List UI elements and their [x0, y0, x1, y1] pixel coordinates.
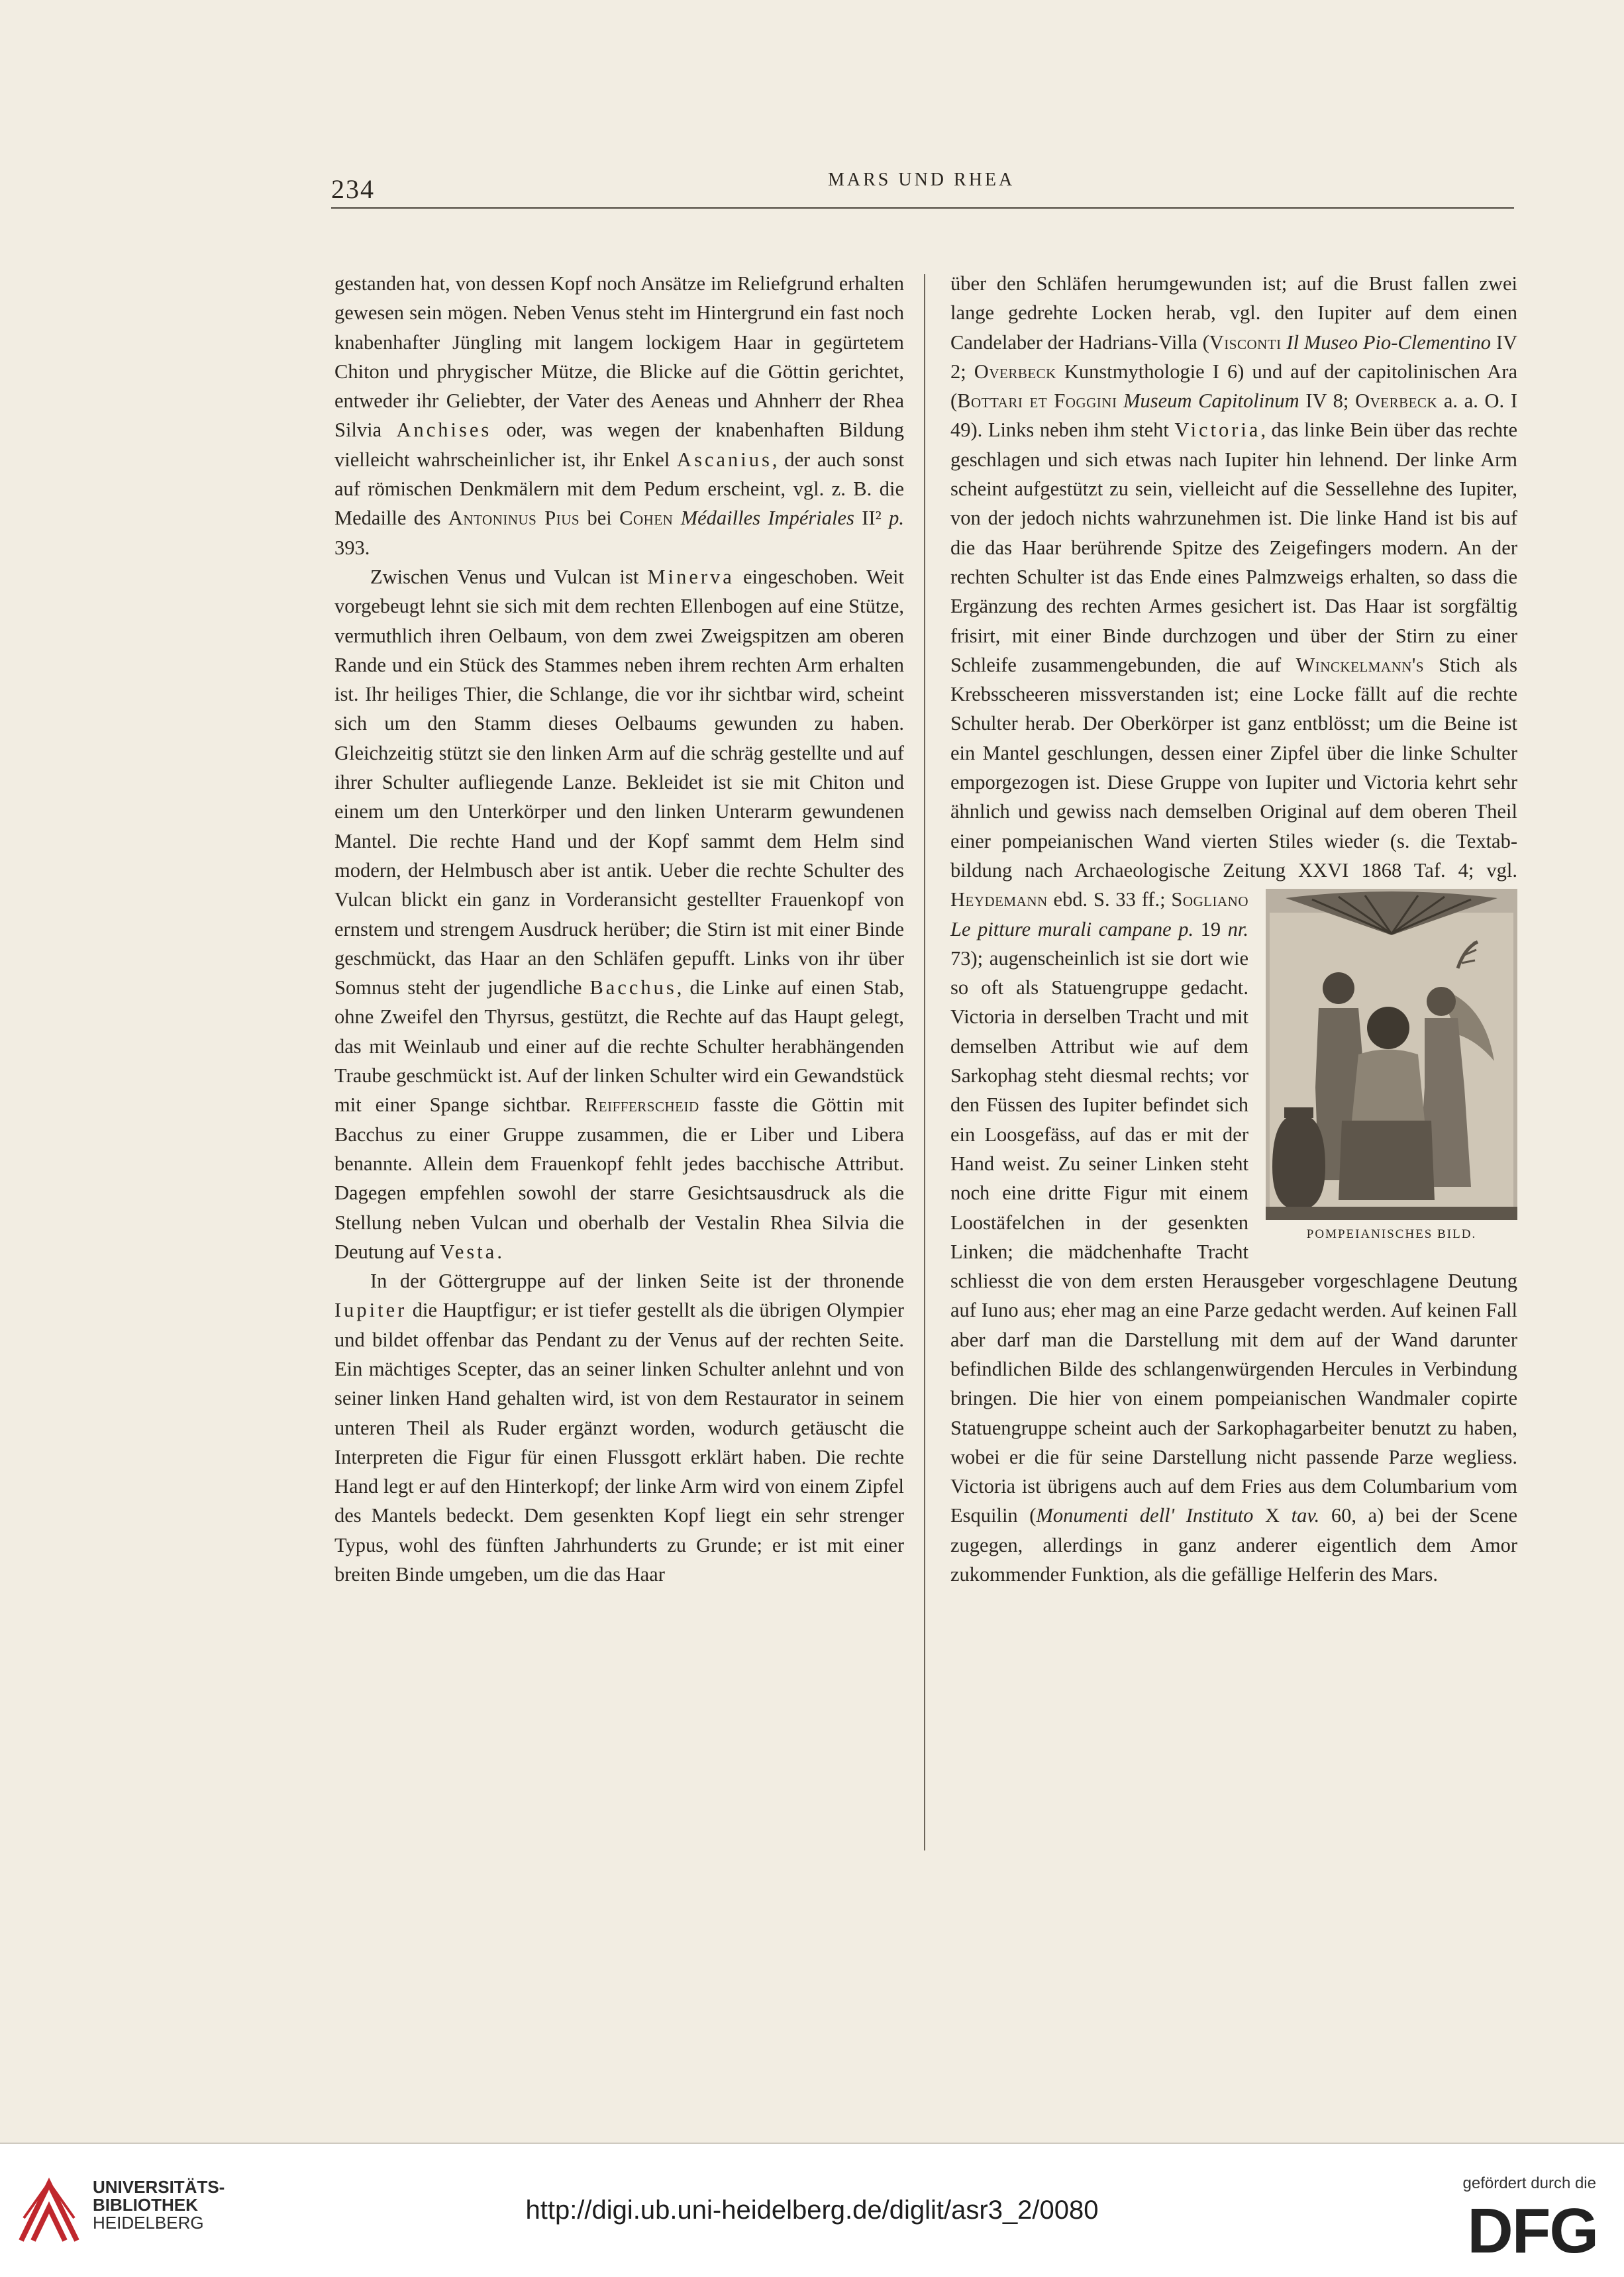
body-paragraph	[334, 562, 904, 1266]
emphasized-name: Winckelmann's	[1295, 653, 1425, 676]
text-run: Zwischen Venus und Vulcan ist	[370, 565, 648, 588]
text-run: IV 2;	[950, 330, 1518, 383]
citation-title: Médailles Impériales	[680, 507, 854, 530]
citation-title: p.	[1178, 917, 1194, 940]
body-paragraph	[334, 269, 904, 562]
page-number: 234	[331, 174, 375, 204]
text-run: , das linke Bein über das rechte geschlagen und sich etwas nach Iupiter hin lehnend. Der linke Arm scheint aufgestützt zu sein, vielleicht auf die Sessellehne des Iupiter, von der jedoch nichts wahrzunehmen ist. Die linke Hand ist bis auf die das Haar berührende Spitze des Zeigefingers modern. An der rechten Schulter ist das Ende eines Palmzweigs erhalten, so dass die Ergänzung des rechten Armes gesichert ist. Das Haar ist sorgfältig frisirt, mit einer Binde durchzogen und über der Stirn zu einer Schleife zusammengebunden, die auf	[950, 419, 1517, 676]
text-run: die Hauptfigur; er ist tiefer gestellt als die übrigen Olympier und bildet offenbar das Pendant zu der Venus auf der rechten Seite. Ein mächtiges Scepter, das an seiner linken Schulter anlehnt und von seiner linken Hand gehalten wird, ist von dem Restaurator in seinem unteren Theil als Ruder ergänzt worden, wodurch getäuscht die Interpreten die Figur für einen Flussgott erklärt haben. Die rechte Hand legt er auf den Hinterkopf; der linke Arm wird von einem Zipfel des Mantels bedeckt. Dem gesenkten Kopf liegt ein sehr strenger Typus, wohl des fünften Jahrhunderts zu Grunde; er ist mit einer breiten Binde umgeben, um die das Haar	[334, 1299, 904, 1586]
emphasized-name: Bacchus	[589, 976, 677, 999]
text-run: bei	[580, 507, 620, 530]
text-run: 60, a) bei der Scene zugegen, allerdings in ganz anderer eigentlich dem Amor zukommender Funktion, als die gefällige Helferin des Mars.	[950, 1504, 1517, 1586]
text-run: X	[1253, 1504, 1292, 1527]
emphasized-name: Visconti	[1209, 330, 1282, 354]
emphasized-name: Bottari et Foggini	[957, 389, 1117, 413]
body-paragraph	[334, 1266, 904, 1589]
right-column	[950, 269, 1517, 1589]
header-rule	[331, 207, 1514, 209]
text-run: gestanden hat, von dessen Kopf noch Ansätze im Reliefgrund erhalten gewesen sein mögen. Neben Venus steht im Hintergrund ein fast noch knabenhafter Jüngling mit langem lockigem Haar in gegürtetem Chiton und phrygischer Mütze, die Blicke auf die Göttin gerichtet, entweder ihr Geliebter, der Vater des Aeneas und Ahnherr der Rhea Silvia	[334, 272, 904, 442]
text-run	[673, 507, 680, 529]
citation-title: Museum Capitolinum	[1123, 389, 1299, 413]
emphasized-name: Cohen	[619, 507, 674, 530]
pompeian-painting-illustration	[1266, 889, 1517, 1220]
emphasized-name: Overbeck	[1355, 389, 1438, 413]
text-run: 73); augenscheinlich ist sie dort wie so oft als Statuengruppe gedacht. Victoria in derselben Tracht und mit demselben Attribut wie auf dem Sarkophag steht diesmal rechts; vor den Füssen des Iupiter befindet sich ein Loosgefäss, auf das er mit der Hand weist. Zu seiner Linken steht noch eine dritte Figur mit einem Loostäfelchen in der gesenkten Linken; die mädchenhafte Tracht schliesst die von dem ersten Herausgeber vorgeschlagene Deutung auf Iuno aus; eher mag an eine Parze gedacht werden. Auf keinen Fall aber darf man die Darstellung mit dem auf der Wand darunter befindlichen Bilde des schlangenwürgenden Hercules in Verbindung bringen. Die hier von einem pompeianischen Wandmaler copirte Statuengruppe scheint auch der Sarkophagarbeiter benutzt zu haben, wobei er die für seine Darstellung nicht passende Parze wegliess. Victoria ist übrigens auch auf dem Fries aus dem Columbarium vom Esquilin (	[950, 946, 1517, 1527]
text-run: II²	[854, 507, 889, 530]
emphasized-name: Heydemann	[950, 888, 1048, 911]
emphasized-name: Overbeck	[974, 360, 1056, 383]
citation-title: Monumenti dell' Instituto	[1036, 1504, 1254, 1527]
text-run: Stich als Krebsscheeren missverstanden ist; eine Locke fällt auf die rechte Schulter herab. Der Oberkörper ist ganz entblösst; um die Beine ist ein Mantel geschlungen, dessen einer Zipfel über die linke Schulter emporgezogen ist. Diese Gruppe von Iupiter und Victoria kehrt sehr ähnlich und gewiss nach demselben Original auf dem oberen Theil einer pompeianischen Wand vierten Stiles wieder (s. die Textabbildung nach Archaeologische Zeitung XXVI 1868 Taf. 4; vgl.	[950, 653, 1517, 882]
dfg-logo: DFG	[1467, 2196, 1598, 2266]
citation-title: tav.	[1291, 1504, 1320, 1527]
running-title: MARS UND RHEA	[828, 170, 1015, 190]
text-run: oder, was wegen der knabenhaften Bildung vielleicht wahrscheinlicher ist, ihr Enkel	[334, 419, 904, 471]
body-paragraph	[950, 269, 1517, 1589]
emphasized-name: Vesta	[440, 1240, 497, 1263]
emphasized-name: Victoria	[1174, 419, 1261, 442]
text-run: , die Linke auf einen Stab, ohne Zweifel den Thyrsus, gestützt, die Rechte auf das Haupt gelegt, das mit Weinlaub und einer auf die rechte Schulter herabhängenden Traube geschmückt ist. Auf der linken Schulter wird ein Gewandstück mit einer Spange sichtbar.	[334, 976, 904, 1117]
text-run	[1117, 389, 1123, 412]
emphasized-name: Reifferscheid	[584, 1093, 699, 1117]
column-divider	[924, 274, 925, 1850]
emphasized-name: Anchises	[396, 419, 492, 442]
text-run: 19	[1193, 917, 1228, 940]
text-run: , der auch sonst auf römischen Denkmälern mit dem Pedum erscheint, vgl. z. B. die Medaille des	[334, 448, 904, 530]
emphasized-name: Ascanius	[677, 448, 772, 471]
text-run: .	[497, 1240, 502, 1263]
left-column	[334, 269, 904, 1589]
funding-note: gefördert durch die	[1462, 2174, 1596, 2192]
text-run	[1172, 918, 1179, 940]
citation-title: Le pitture murali campane	[950, 917, 1172, 940]
text-run: a. a. O. I 49). Links neben ihm steht	[950, 389, 1518, 442]
emphasized-name: Sogliano	[1171, 888, 1248, 911]
pompeian-painting-figure	[1266, 889, 1517, 1242]
library-name-line-1: UNIVERSITÄTS-	[93, 2177, 225, 2197]
footer-bar	[0, 2143, 1624, 2277]
text-run: ebd. S. 33 ff.;	[1047, 888, 1172, 911]
library-name-line-3: HEIDELBERG	[93, 2213, 204, 2233]
citation-title: Il Museo Pio-Clementino	[1286, 330, 1492, 354]
figure-caption: POMPEIANISCHES BILD.	[1306, 1227, 1477, 1242]
text-run: über den Schläfen herumgewunden ist; auf die Brust fallen zwei lange gedrehte Locken herab, vgl. den Iupiter auf dem einen Candelaber der Hadrians-Villa (	[950, 272, 1517, 354]
text-run: Kunstmythologie I 6) und auf der capitolinischen Ara (	[950, 360, 1517, 413]
citation-title: p.	[889, 507, 904, 530]
emphasized-name: Iupiter	[334, 1299, 407, 1322]
text-run: 393.	[334, 536, 370, 559]
emphasized-name: Antoninus Pius	[448, 507, 580, 530]
citation-title: nr.	[1227, 917, 1249, 940]
text-run: In der Göttergruppe auf der linken Seite ist der thronende	[370, 1270, 904, 1293]
text-run: IV 8;	[1299, 389, 1356, 413]
text-run: fasste die Göttin mit Bacchus zu einer Gruppe zusammen, die er Liber und Libera benannte. Allein dem Frauenkopf fehlt jedes bacchische Attribut. Dagegen empfehlen sowohl der starre Gesichtsausdruck als die Stellung neben Vulcan und oberhalb der Vestalin Rhea Silvia die Deutung auf	[334, 1093, 904, 1263]
digital-copy-url[interactable]: http://digi.ub.uni-heidelberg.de/diglit/asr3_2/0080	[525, 2196, 1099, 2225]
library-name-line-2: BIBLIOTHEK	[93, 2195, 198, 2215]
emphasized-name: Minerva	[647, 565, 735, 588]
text-run: eingeschoben. Weit vorgebeugt lehnt sie sich mit dem rechten Ellenbogen auf eine Stütze, vermuthlich ihren Oelbaum, von dem zwei Zweigspitzen am oberen Rande und ein Stück des Stammes neben ihrem rechten Arm erhalten ist. Ihr heiliges Thier, die Schlange, die vor ihr sichtbar wird, scheint sich um den Stamm dieses Oelbaums gewunden zu haben. Gleichzeitig stützt sie den linken Arm auf die schräg gestellte und auf ihrer Schulter aufliegende Lanze. Bekleidet ist sie mit Chiton und einem um den Unterkörper und den linken Unterarm gewundenen Mantel. Die rechte Hand und der Kopf sammt dem Helm sind modern, der Helmbusch aber ist antik. Ueber die rechte Schulter des Vulcan blickt ein ganz in Vorderansicht gestellter Frauenkopf von ernstem und strengem Ausdruck herüber; die Stirn ist mit einer Binde geschmückt, das Haar an den Schläfen gepufft. Links von ihr über Somnus steht der jugendliche	[334, 565, 904, 999]
